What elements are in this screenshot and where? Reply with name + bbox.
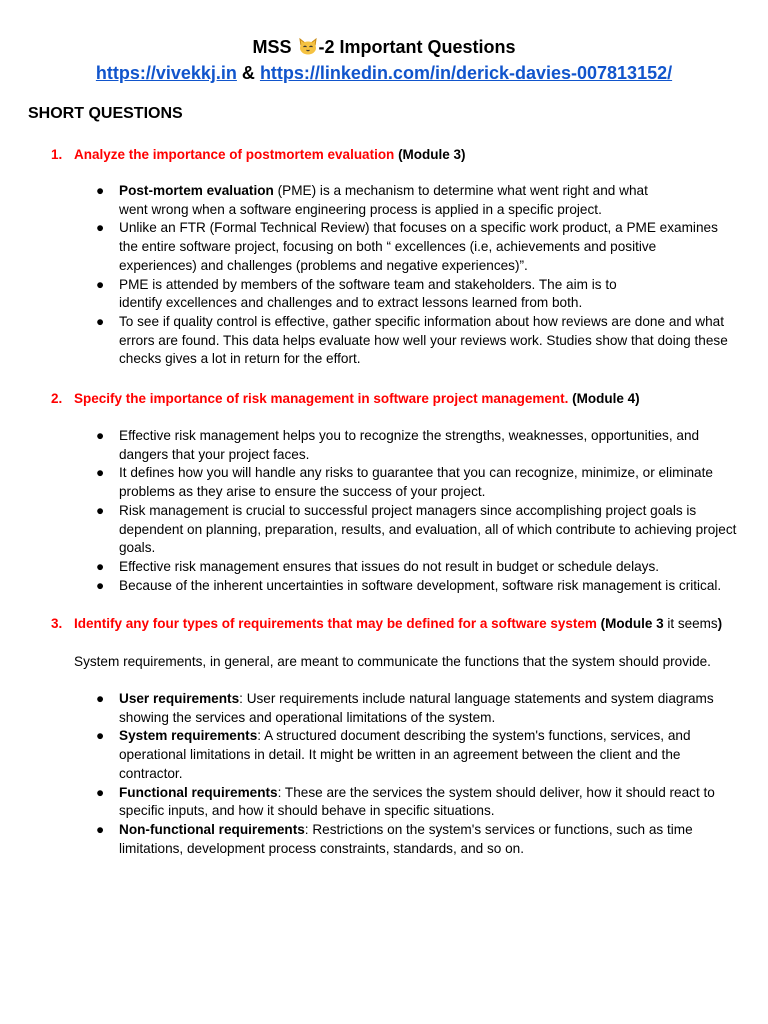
list-item: ● Effective risk management helps you to recognize the strengths, weaknesses, opportunities, and dangers that your project faces. — [96, 428, 700, 462]
bullet-icon: ● — [96, 558, 105, 574]
bullet-icon: ● — [96, 784, 105, 800]
question-1-answer-list — [96, 182, 756, 369]
list-item: ● System requirements: A structured document describing the system's functions, services, and operational limitations in detail. It might be written in an agreement between the client and the contractor. — [96, 728, 691, 781]
bullet-icon: ● — [96, 728, 105, 744]
question-3-answer-list — [96, 690, 756, 858]
bullet-icon: ● — [96, 220, 105, 236]
bullet-icon: ● — [96, 691, 105, 706]
list-item: ● To see if quality control is effective, gather specific information about how reviews are done and what errors are found. This data helps evaluate how well your reviews work. Studies show that doing these checks gives a lot in return for the effort. — [96, 313, 728, 367]
list-item: ● PME is attended by members of the software team and stakeholders. The aim is to identify excellences and challenges and to extract lessons learned from both. — [96, 276, 617, 311]
question-3-intro: System requirements, in general, are meant to communicate the functions that the system should provide. — [74, 654, 711, 669]
list-item: ● Non-functional requirements: Restrictions on the system's services or functions, such as time limitations, development process constraints, standards, and so on. — [96, 821, 693, 856]
bullet-icon: ● — [96, 276, 105, 292]
question-2-answer-list — [96, 427, 756, 595]
list-item: ● It defines how you will handle any risks to guarantee that you can recognize, minimize, or eliminate problems as they arise to ensure the success of your project. — [96, 465, 713, 500]
header-links: https://vivekkj.in & https://linkedin.com/in/derick-davies-007813152/ — [95, 63, 673, 83]
linkedin-link[interactable]: https://linkedin.com/in/derick-davies-007813152/ — [259, 63, 673, 83]
bullet-icon: ● — [96, 428, 105, 443]
bullet-icon: ● — [96, 183, 105, 198]
section-heading: SHORT QUESTIONS — [28, 105, 183, 122]
bullet-icon: ● — [96, 313, 105, 329]
list-item: ● Effective risk management ensures that issues do not result in budget or schedule delays. — [96, 558, 756, 577]
list-item: ● Because of the inherent uncertainties in software development, software risk management is critical. — [96, 577, 756, 596]
list-item: ● User requirements: User requirements include natural language statements and system diagrams showing the services and operational limitations of the system. — [96, 691, 714, 725]
page-title: MSS -2 Important Questions — [252, 37, 516, 57]
list-item: ● Functional requirements: These are the services the system should deliver, how it should react to specific inputs, and how it should behave in specific situations. — [96, 784, 715, 819]
website-link[interactable]: https://vivekkj.in — [95, 63, 237, 83]
list-item: ● Post-mortem evaluation (PME) is a mechanism to determine what went right and what went wrong when a software engineering process is applied in a specific project. — [96, 183, 648, 217]
bullet-icon: ● — [96, 465, 105, 481]
bullet-icon: ● — [96, 577, 105, 593]
bullet-icon: ● — [96, 821, 105, 837]
bullet-icon: ● — [96, 502, 105, 518]
list-item: ● Risk management is crucial to successful project managers since accomplishing project goals is dependent on planning, preparation, results, and evaluation, all of which contribute to achieving project goals. — [96, 502, 737, 556]
list-item: ● Unlike an FTR (Formal Technical Review) that focuses on a specific work product, a PME examines the entire software project, focusing on both “ excellences (i.e, achievements and positive experiences) and challenges (problems and negative experiences)”. — [96, 220, 718, 273]
cat-face-icon — [297, 36, 319, 56]
